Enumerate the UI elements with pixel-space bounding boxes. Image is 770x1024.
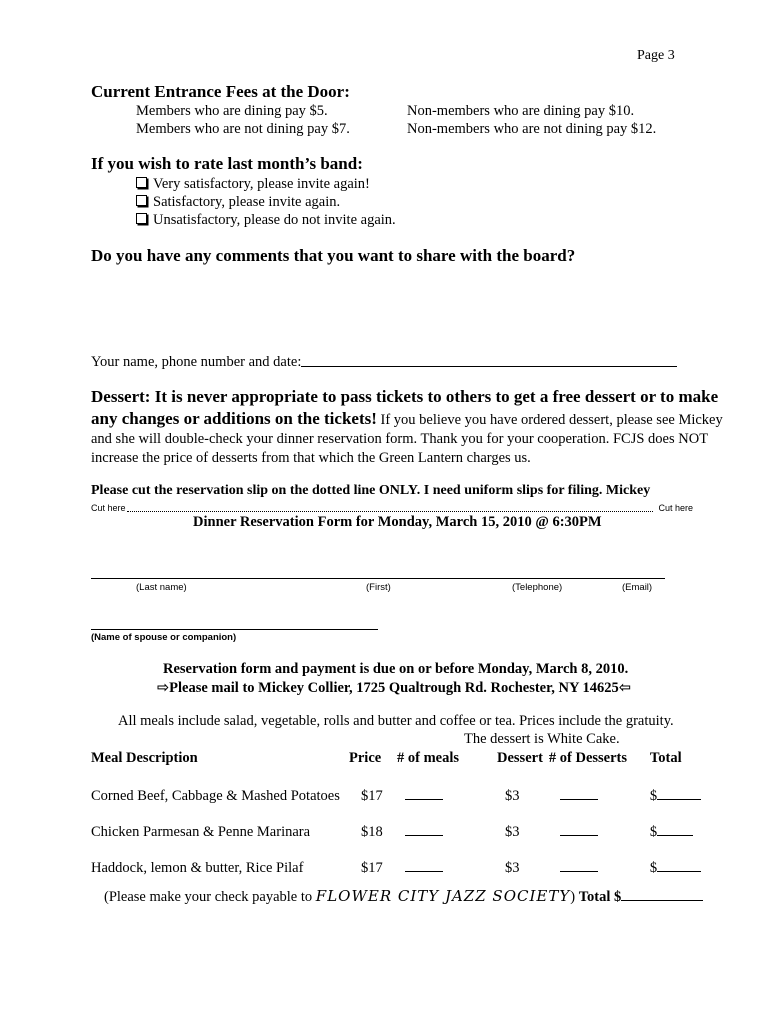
dessert-price: $3 [505,859,520,876]
meal-price: $18 [361,823,383,840]
page-number: Page 3 [637,48,675,63]
header-price: Price [349,749,382,766]
arrow-left-icon: ⇦ [618,680,631,696]
header-num-desserts: # of Desserts [548,749,628,766]
telephone-label: (Telephone) [512,582,563,593]
arrow-right-icon: ⇨ [157,680,170,696]
dessert-price: $3 [505,787,520,804]
fee-members-not-dining: Members who are not dining pay $7. [136,121,350,137]
row-total-field[interactable] [657,787,701,800]
payable-prefix: (Please make your check payable to [104,889,313,905]
email-label: (Email) [622,582,653,593]
last-name-label: (Last name) [136,582,187,593]
rating-option-unsatisfactory[interactable] [136,211,396,229]
table-row [88,814,710,850]
checkbox-icon[interactable] [136,177,147,188]
meal-price: $17 [361,859,383,876]
payable-line [104,887,703,906]
meal-price: $17 [361,787,383,804]
num-desserts-field[interactable] [560,859,598,872]
total-dollar-sign: $ [649,788,658,804]
fee-members-dining: Members who are dining pay $5. [136,103,328,119]
spouse-line[interactable] [91,629,378,630]
num-meals-field[interactable] [405,823,443,836]
cut-here-right: Cut here [658,503,693,513]
dessert-notice-bold: Dessert: It is never appropriate to pass tickets to others to get a free dessert or to make any changes or additions on the tickets! [91,387,719,428]
header-meal-description: Meal Description [91,749,198,766]
checkbox-icon[interactable] [136,213,147,224]
meal-name: Chicken Parmesan & Penne Marinara [91,823,311,840]
rating-option-very-satisfactory[interactable] [136,175,370,193]
mail-address-text: Please mail to Mickey Collier, 1725 Qualtrough Rd. Rochester, NY 14625 [169,680,619,696]
comments-heading: Do you have any comments that you want to share with the board? [91,246,576,265]
row-total-field[interactable] [657,823,693,836]
header-dessert: Dessert [497,749,543,766]
table-row [88,850,710,886]
fees-heading: Current Entrance Fees at the Door: [91,82,350,101]
total-dollar-sign: $ [649,824,658,840]
name-phone-date-label: Your name, phone number and date: [91,354,302,370]
row-total-field[interactable] [657,859,701,872]
fee-nonmembers-dining: Non-members who are dining pay $10. [407,103,635,119]
cut-instruction: Please cut the reservation slip on the dotted line ONLY. I need uniform slips for filing. Mickey [91,483,651,498]
name-phone-date-field[interactable] [301,352,677,367]
rating-option-label: Satisfactory, please invite again. [153,194,341,210]
table-header-row [88,746,710,770]
header-num-meals: # of meals [397,749,460,766]
due-date-note: Reservation form and payment is due on or before Monday, March 8, 2010. [163,661,629,677]
rating-option-satisfactory[interactable] [136,193,340,211]
num-desserts-field[interactable] [560,787,598,800]
rating-heading: If you wish to rate last month’s band: [91,154,363,173]
dessert-note: The dessert is White Cake. [464,731,620,747]
dessert-notice-text: If you believe you have ordered dessert, please see Mickey and she will double-check your dinner reservation form. Thank you for your cooperation. FCJS does NOT increase the price of desserts from that which the Green Lantern charges us. [91,412,723,466]
mail-address [157,680,631,697]
spouse-label: (Name of spouse or companion) [91,632,237,643]
first-name-label: (First) [366,582,391,593]
dessert-notice [91,386,731,468]
meals-include-note: All meals include salad, vegetable, rolls and butter and coffee or tea. Prices include the gratuity. [118,713,674,729]
fee-nonmembers-not-dining: Non-members who are not dining pay $12. [407,121,657,137]
total-dollar-sign: $ [649,860,658,876]
grand-total-label: Total $ [578,889,622,905]
dotted-line [127,511,653,512]
num-meals-field[interactable] [405,859,443,872]
rating-option-label: Unsatisfactory, please do not invite again. [153,212,396,228]
meal-name: Corned Beef, Cabbage & Mashed Potatoes [91,787,340,804]
payable-suffix: ) [570,889,576,905]
num-desserts-field[interactable] [560,823,598,836]
rating-option-label: Very satisfactory, please invite again! [153,176,370,192]
form-title: Dinner Reservation Form for Monday, March 15, 2010 @ 6:30PM [193,514,602,530]
header-total: Total [649,749,682,766]
table-row [88,770,710,814]
cut-here-left: Cut here [91,503,126,513]
meal-order-table [88,746,710,886]
grand-total-field[interactable] [621,888,703,901]
society-name: FLOWER CITY JAZZ SOCIETY [315,887,571,905]
meal-name: Haddock, lemon & butter, Rice Pilaf [91,859,304,876]
name-contact-line[interactable] [91,578,665,579]
name-phone-date-row [91,352,677,371]
num-meals-field[interactable] [405,787,443,800]
dessert-price: $3 [505,823,520,840]
checkbox-icon[interactable] [136,195,147,206]
